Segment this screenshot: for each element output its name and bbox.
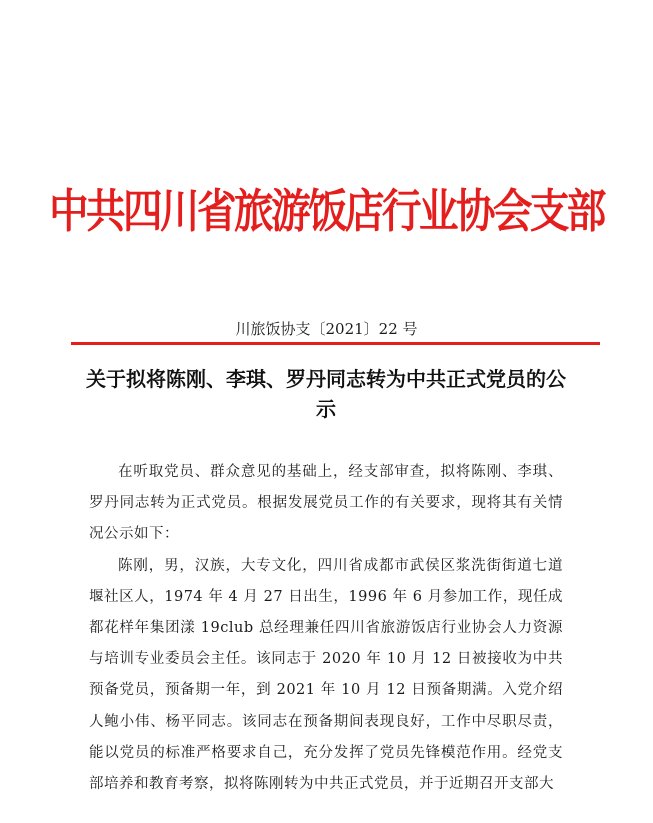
red-divider-line [71, 342, 600, 345]
body-paragraph: 陈刚，男，汉族，大专文化，四川省成都市武侯区浆洗街街道七道堰社区人，1974 年 4 月 27 日出生，1996 年 6 月参加工作，现任成都花样年集团漾 19club 总经理兼任四川省旅游饭店行业协会人力资源与培训专业委员会主任。该同志于 2020 年 10 月 12 日被接收为中共预备党员，预备期一年，到 2021 年 10 月 12 日预备期满。入党介绍人鲍小伟、杨平同志。该同志在预备期间表现良好，工作中尽职尽责，能以党员的标准严格要求自己，充分发挥了党员先锋模范作用。经党支部培养和教育考察，拟将陈刚转为中共正式党员，并于近期召开支部大 [89, 557, 563, 793]
document-title: 关于拟将陈刚、李琪、罗丹同志转为中共正式党员的公示 [86, 367, 566, 421]
organization-header: 中共四川省旅游饭店行业协会支部 [49, 184, 604, 238]
body-paragraph: 在听取党员、群众意见的基础上，经支部审查，拟将陈刚、李琪、罗丹同志转为正式党员。根据发展党员工作的有关要求，现将其有关情况公示如下： [89, 464, 563, 543]
document-body [89, 457, 563, 800]
document-number: 川旅饭协支〔2021〕22 号 [235, 320, 418, 338]
